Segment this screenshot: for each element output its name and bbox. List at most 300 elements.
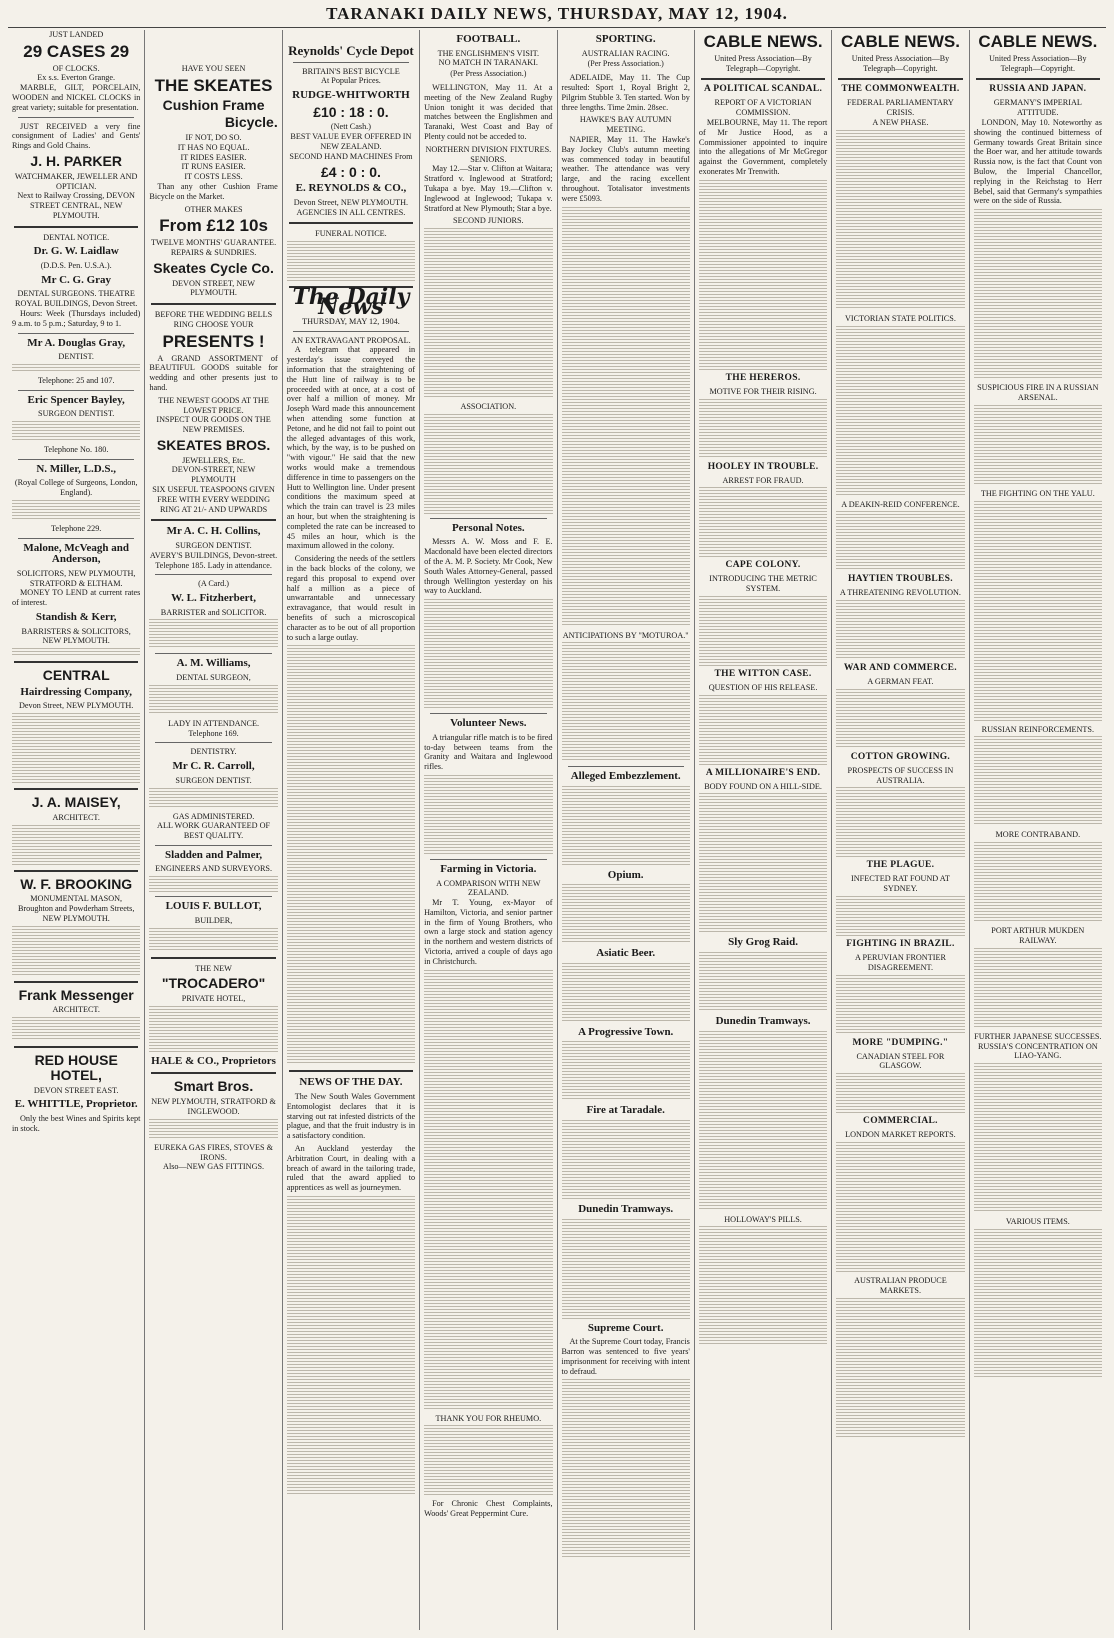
- text-lines: [424, 775, 552, 855]
- text-lines: [699, 487, 827, 557]
- popular-prices: At Popular Prices.: [321, 76, 381, 86]
- no-equal: IT HAS NO EQUAL.: [177, 142, 250, 152]
- all-work: ALL WORK GUARANTEED OF BEST QUALITY.: [157, 821, 271, 841]
- divider: [18, 459, 134, 460]
- hooley-subtitle: ARREST FOR FRAUD.: [722, 475, 804, 485]
- editorial-body-2: Considering the needs of the settlers in the back blocks of the colony, we regard this proposal to expend over half a million as a piece of unwarrantable and unnecessary extravagance, that would result in benefits of such a microscopical character as to be out of all proportion to such a large outlay.: [286, 554, 416, 642]
- dunedin-tramways: Dunedin Tramways.: [715, 1014, 811, 1027]
- text-lines: [974, 209, 1102, 379]
- embezzlement-title: Alleged Embezzlement.: [570, 770, 681, 783]
- from-price: From £12 10s: [159, 216, 268, 236]
- cable-subtitle: United Press Association—By Telegraph—Copyright.: [714, 53, 812, 73]
- central-address: Devon Street, NEW PLYMOUTH.: [19, 701, 134, 711]
- text-lines: [699, 695, 827, 765]
- cotton-title: COTTON GROWING.: [850, 751, 951, 762]
- divider: [151, 1072, 275, 1074]
- repairs: REPAIRS & SUNDRIES.: [170, 248, 257, 258]
- collins-address: AVERY'S BUILDINGS, Devon-street.: [149, 550, 278, 560]
- news-of-day: NEWS OF THE DAY.: [299, 1076, 403, 1089]
- divider: [14, 870, 138, 872]
- divider: [14, 226, 138, 228]
- hale-name: HALE & CO., Proprietors: [151, 1054, 276, 1067]
- football-title: FOOTBALL.: [456, 33, 521, 45]
- news-body-1: The New South Wales Government Entomologist declares that it is starving out rat infested districts of the plague, and that the fruit industry is in a satisfactory condition.: [286, 1091, 416, 1141]
- divider: [151, 519, 275, 521]
- divider: [14, 1046, 138, 1048]
- liao-yang: RUSSIA'S CONCENTRATION ON LIAO-YANG.: [977, 1041, 1098, 1061]
- douglas-telephone: Telephone: 25 and 107.: [37, 375, 115, 385]
- northern-fixtures: NORTHERN DIVISION FIXTURES.: [425, 144, 552, 154]
- received-text: JUST RECEIVED a very fine consignment of Ladies' and Gents' Rings and Gold Chains.: [12, 121, 141, 151]
- scandal-body: MELBOURNE, May 11. The report of Mr Justice Hood, as a Commissioner appointed to inquire into the allegations of Mr McGregor against the Government, completely exonerates Mr Trenwith.: [698, 118, 828, 176]
- text-lines: [562, 786, 690, 866]
- bicycle-title: Bicycle.: [224, 114, 278, 131]
- eureka: EUREKA GAS FIRES, STOVES & IRONS.: [154, 1142, 273, 1162]
- messenger-title: ARCHITECT.: [52, 1005, 100, 1015]
- divider: [701, 78, 825, 80]
- newest-goods: THE NEWEST GOODS AT THE LOWEST PRICE.: [158, 395, 269, 415]
- central-name: CENTRAL: [42, 667, 110, 684]
- war-subtitle: A GERMAN FEAT.: [867, 677, 934, 687]
- sporting-body-1: ADELAIDE, May 11. The Cup resulted: Sport 1, Royal Bright 2, Pilgrim Stubble 3. Ten started. Won by three lengths. Time 2min. 28sec.: [561, 73, 690, 112]
- divider: [976, 78, 1100, 80]
- column-8: [970, 30, 1106, 1630]
- column-1: [8, 30, 145, 1630]
- seniors-label: SENIORS.: [470, 154, 507, 164]
- gas-administered: GAS ADMINISTERED.: [172, 811, 255, 821]
- yalu-fighting: THE FIGHTING ON THE YALU.: [980, 488, 1095, 498]
- text-lines: [836, 511, 964, 571]
- more-contraband: MORE CONTRABAND.: [995, 830, 1081, 840]
- column-4: [420, 30, 557, 1630]
- cape-title: CAPE COLONY.: [725, 560, 801, 571]
- divider: [430, 713, 546, 714]
- bullot-name: LOUIS F. BULLOT,: [165, 900, 262, 913]
- costs-less: IT COSTS LESS.: [184, 172, 243, 182]
- sladden-name: Sladden and Palmer,: [165, 848, 263, 861]
- haytien-subtitle: A THREATENING REVOLUTION.: [839, 588, 961, 598]
- williams-name: A. M. Williams,: [176, 657, 251, 670]
- text-lines: [562, 1379, 690, 1559]
- dumping-title: MORE "DUMPING.": [852, 1037, 949, 1048]
- text-lines: [287, 241, 415, 281]
- second-hand: SECOND HAND MACHINES From: [289, 151, 413, 161]
- opium-title: Opium.: [607, 868, 644, 881]
- text-lines: [699, 180, 827, 370]
- scandal-subtitle: REPORT OF A VICTORIAN COMMISSION.: [714, 98, 812, 118]
- london-markets: LONDON MARKET REPORTS.: [845, 1130, 956, 1140]
- skeates-title: THE SKEATES: [154, 75, 273, 95]
- text-lines: [149, 619, 277, 649]
- divider: [293, 62, 409, 63]
- text-lines: [12, 500, 140, 520]
- dearer-text: Than any other Cushion Frame Bicycle on the Market.: [149, 182, 278, 201]
- text-lines: [12, 648, 140, 656]
- text-lines: [699, 952, 827, 1012]
- fitzherbert-title: BARRISTER and SOLICITOR.: [160, 607, 267, 617]
- standish-name: Standish & Kerr,: [35, 611, 117, 624]
- text-lines: [12, 364, 140, 372]
- chest-ad: For Chronic Chest Complaints, Woods' Great Peppermint Cure.: [424, 1499, 553, 1519]
- divider: [18, 117, 134, 118]
- divider: [568, 766, 684, 767]
- williams-title: DENTAL SURGEON,: [176, 673, 251, 683]
- lady-attendance: LADY IN ATTENDANCE.: [168, 718, 259, 728]
- press-association: (Per Press Association.): [450, 69, 527, 79]
- volunteer-body: A triangular rifle match is to be fired to-day between teams from the Granity and Waitara and Inglewood rifles.: [424, 732, 553, 772]
- malone-name: Malone, McVeagh and Anderson,: [23, 541, 129, 566]
- second-price: £4 : 0 : 0.: [320, 163, 381, 180]
- text-lines: [424, 1425, 552, 1495]
- text-lines: [424, 228, 552, 398]
- rudge-price: £10 : 18 : 0.: [313, 103, 389, 120]
- taradale-title: Fire at Taradale.: [586, 1104, 665, 1117]
- divider: [155, 574, 271, 575]
- press-association: (Per Press Association.): [587, 59, 664, 69]
- cape-subtitle: INTRODUCING THE METRIC SYSTEM.: [709, 574, 817, 594]
- fitzherbert-name: W. L. Fitzherbert,: [171, 592, 256, 605]
- new-phase: A NEW PHASE.: [872, 118, 929, 127]
- masthead-rule: [8, 27, 1106, 28]
- news-body-2: An Auckland yesterday the Arbitration Court, in dealing with a breach of award in the tailoring trade, ruled that the award applied to apprentices as well as journeymen.: [286, 1143, 416, 1193]
- whittle-name: E. WHITTLE, Proprietor.: [14, 1098, 138, 1111]
- lady-telephone: Telephone 169.: [188, 728, 239, 738]
- parker-address: Next to Railway Crossing, DEVON STREET CENTRAL, NEW PLYMOUTH.: [17, 191, 135, 220]
- sladden-title: ENGINEERS AND SURVEYORS.: [155, 864, 273, 874]
- daily-news-logo: The Daily News: [292, 284, 410, 321]
- carroll-title: SURGEON DENTIST.: [175, 775, 252, 785]
- text-lines: [149, 1006, 277, 1052]
- other-makes: OTHER MAKES: [184, 204, 243, 214]
- text-lines: [287, 1196, 415, 1496]
- brazil-subtitle: A PERUVIAN FRONTIER DISAGREEMENT.: [854, 953, 946, 972]
- agencies: AGENCIES IN ALL CENTRES.: [296, 207, 406, 217]
- holloway-pills: HOLLOWAY'S PILLS.: [724, 1214, 802, 1224]
- gray-name: Mr C. G. Gray: [41, 273, 112, 286]
- newspaper-masthead: TARANAKI DAILY NEWS, THURSDAY, MAY 12, 1904.: [326, 4, 788, 23]
- divider: [155, 653, 271, 654]
- messenger-name: Frank Messenger: [18, 986, 134, 1003]
- cable-news-title: CABLE NEWS.: [840, 32, 960, 51]
- text-lines: [974, 1063, 1102, 1213]
- text-lines: [12, 1017, 140, 1041]
- war-title: WAR AND COMMERCE.: [843, 663, 957, 674]
- teaspoons-offer: SIX USEFUL TEASPOONS GIVEN FREE WITH EVERY WEDDING RING AT 21/- AND UPWARDS: [152, 485, 275, 514]
- carroll-name: Mr C. R. Carroll,: [172, 760, 255, 773]
- wedding-bells: BEFORE THE WEDDING BELLS RING CHOOSE YOUR: [154, 310, 273, 329]
- nett-cash: (Nett Cash.): [330, 122, 371, 132]
- text-lines: [149, 788, 277, 808]
- supreme-court: Supreme Court.: [587, 1321, 664, 1334]
- text-lines: [699, 1226, 827, 1346]
- suspicious-fire: SUSPICIOUS FIRE IN A RUSSIAN ARSENAL.: [977, 383, 1099, 402]
- supreme-body: At the Supreme Court today, Francis Barron was sentenced to five years' imprisonment for receiving with intent to defraud.: [561, 1337, 690, 1376]
- anticipations: ANTICIPATIONS BY "MOTUROA.": [562, 630, 689, 640]
- text-lines: [12, 825, 140, 865]
- text-lines: [149, 1119, 277, 1139]
- bullot-title: BUILDER,: [194, 915, 233, 925]
- text-lines: [836, 975, 964, 1035]
- inspect-goods: INSPECT OUR GOODS ON THE NEW PREMISES.: [156, 415, 271, 435]
- cotton-subtitle: PROSPECTS OF SUCCESS IN AUSTRALIA.: [847, 765, 954, 785]
- divider: [430, 859, 546, 860]
- smart-address: NEW PLYMOUTH, STRATFORD & INGLEWOOD.: [151, 1097, 276, 1116]
- malone-lend: MONEY TO LEND at current rates of interest.: [12, 588, 141, 608]
- collins-telephone: Telephone 185. Lady in attendance.: [155, 560, 272, 570]
- text-lines: [836, 689, 964, 749]
- haytien-title: HAYTIEN TROUBLES.: [847, 574, 953, 585]
- farming-body: Mr T. Young, ex-Mayor of Hamilton, Victoria, and senior partner in the firm of Young Brothers, who own a large stock and station agency in the northern and western districts of Victoria, arrived a couple of days ago in Christchurch.: [424, 898, 553, 966]
- column-3: [283, 30, 420, 1630]
- laidlaw-degree: (D.D.S. Pen. U.S.A.).: [40, 261, 112, 271]
- bayley-title: SURGEON DENTIST.: [38, 409, 115, 419]
- divider: [289, 222, 413, 224]
- issue-date: THURSDAY, MAY 12, 1904.: [302, 316, 400, 326]
- runs-easier: IT RUNS EASIER.: [181, 162, 246, 172]
- brooking-name: W. F. BROOKING: [20, 875, 133, 892]
- victorian-politics: VICTORIAN STATE POLITICS.: [845, 313, 956, 323]
- text-lines: [836, 600, 964, 660]
- text-lines: [974, 1229, 1102, 1379]
- plague-subtitle: INFECTED RAT FOUND AT SYDNEY.: [851, 874, 950, 894]
- standish-title: BARRISTERS & SOLICITORS, NEW PLYMOUTH.: [21, 626, 131, 646]
- e-reynolds: E. REYNOLDS & CO.,: [295, 182, 407, 195]
- laidlaw-name: Dr. G. W. Laidlaw: [33, 245, 119, 258]
- maisey-name: J. A. MAISEY,: [31, 794, 121, 811]
- text-lines: [562, 1041, 690, 1101]
- commonwealth-title: THE COMMONWEALTH.: [841, 84, 960, 95]
- miller-telephone: Telephone 229.: [51, 523, 102, 533]
- witton-title: THE WITTON CASE.: [714, 668, 812, 679]
- maisey-title: ARCHITECT.: [52, 812, 100, 822]
- text-lines: [562, 884, 690, 944]
- parker-title: WATCHMAKER, JEWELLER AND OPTICIAN.: [14, 171, 138, 191]
- football-body-1: WELLINGTON, May 11. At a meeting of the New Zealand Rugby Union tonight it was decided that matches between the Englishmen and Taranaki, West Coast and Bay of Plenty could not be acceded to.: [424, 82, 553, 141]
- have-you-seen: HAVE YOU SEEN: [181, 64, 246, 73]
- dentistry-label: DENTISTRY.: [190, 747, 237, 757]
- hawkes-bay: HAWKE'S BAY AUTUMN MEETING.: [579, 115, 672, 135]
- brazil-title: FIGHTING IN BRAZIL.: [846, 939, 955, 950]
- text-lines: [974, 842, 1102, 922]
- text-lines: [699, 1031, 827, 1211]
- text-lines: [149, 685, 277, 715]
- germany-attitude: GERMANY'S IMPERIAL ATTITUDE.: [993, 98, 1082, 118]
- cable-subtitle: United Press Association—By Telegraph—Copyright.: [989, 53, 1087, 73]
- millionaire-title: A MILLIONAIRE'S END.: [705, 767, 821, 778]
- text-lines: [562, 1219, 690, 1319]
- presents-title: PRESENTS !: [162, 331, 265, 351]
- clocks-ship: Ex s.s. Everton Grange.: [37, 73, 116, 83]
- divider: [838, 78, 962, 80]
- newspaper-columns: [8, 30, 1106, 1630]
- text-lines: [974, 736, 1102, 826]
- text-lines: [974, 501, 1102, 721]
- juniors-label: SECOND JUNIORS.: [453, 216, 524, 226]
- volunteer-news: Volunteer News.: [450, 717, 527, 730]
- no-match: NO MATCH IN TARANAKI.: [438, 58, 538, 68]
- e-reynolds-address: Devon Street, NEW PLYMOUTH.: [293, 197, 409, 207]
- divider: [18, 333, 134, 334]
- association-label: ASSOCIATION.: [460, 402, 517, 412]
- douglas-title: DENTIST.: [58, 352, 94, 362]
- sporting-body-2: NAPIER, May 11. The Hawke's Bay Jockey Club's autumn meeting was commenced today in beautiful weather. The attendance was very large, and the racing excellent throughout. Totalisator investments were £5093.: [561, 134, 690, 203]
- rudge-title: RUDGE-WHITWORTH: [292, 89, 410, 102]
- central-name-2: Hairdressing Company,: [20, 685, 133, 698]
- collins-name: Mr A. C. H. Collins,: [166, 525, 261, 538]
- text-lines: [836, 896, 964, 936]
- divider: [14, 788, 138, 790]
- bros-title: SKEATES BROS.: [156, 436, 271, 453]
- douglas-name: Mr A. Douglas Gray,: [27, 336, 126, 349]
- bros-address: DEVON-STREET, NEW PLYMOUTH: [171, 465, 256, 485]
- clocks-count: 29 CASES 29: [23, 41, 130, 61]
- cushion-frame: Cushion Frame: [162, 96, 265, 113]
- divider: [151, 957, 275, 959]
- clocks-sub: OF CLOCKS.: [52, 63, 100, 73]
- divider: [293, 331, 409, 332]
- bayley-telephone: Telephone No. 180.: [43, 445, 109, 455]
- russian-reinforcements: RUSSIAN REINFORCEMENTS.: [981, 724, 1094, 734]
- editorial-body-1: A telegram that appeared in yesterday's issue conveyed the information that the straightening of the Hutt line of railway is to be proceeded with at once, at a cost of over half a million of money. Mr Joseph Ward made this announcement when attending some function at Petone, and he did not fail to point out the alleged advantages of this work, which, by the way, is to be pushed on "with vigour." He said that the new works would make a tremendous difference in time to passengers on the Hutt to Wellington line. Under present conditions the maximum speed at which the train can travel is 23 miles an hour, but when the straightening is completed the rate can be increased to 45 miles an hour, which is the maximum allowed in the colony.: [286, 345, 416, 551]
- divider: [155, 845, 271, 846]
- bayley-name: Eric Spencer Bayley,: [27, 393, 125, 406]
- trocadero-title: "TROCADERO": [161, 975, 266, 992]
- text-lines: [699, 596, 827, 666]
- dumping-subtitle: CANADIAN STEEL FOR GLASGOW.: [856, 1051, 945, 1071]
- rheumo-ad: THANK YOU FOR RHEUMO.: [435, 1413, 542, 1423]
- column-2: [145, 30, 282, 1630]
- plague-title: THE PLAGUE.: [866, 860, 935, 871]
- personal-notes: Personal Notes.: [451, 521, 525, 534]
- text-lines: [836, 1298, 964, 1438]
- racing-subtitle: AUSTRALIAN RACING.: [581, 48, 670, 58]
- witton-subtitle: QUESTION OF HIS RELEASE.: [708, 682, 818, 692]
- personal-body: Messrs A. W. Moss and F. E. Macdonald have been elected directors of the A. M. P. Society. Mr Cook, New South Wales Attorney-General, passed through Wellington yesterday on his way to Auckland.: [424, 537, 553, 596]
- parker-name: J. H. PARKER: [30, 153, 122, 170]
- progressive-title: A Progressive Town.: [578, 1025, 674, 1038]
- divider: [14, 981, 138, 983]
- trocadero-pre: THE NEW: [195, 963, 232, 973]
- asiatic-title: Asiatic Beer.: [596, 947, 656, 960]
- divider: [430, 518, 546, 519]
- funeral-notice: FUNERAL NOTICE.: [315, 229, 387, 239]
- divider: [289, 1070, 413, 1072]
- text-lines: [424, 599, 552, 709]
- divider: [14, 661, 138, 663]
- brooking-title: MONUMENTAL MASON, Broughton and Powderham Streets, NEW PLYMOUTH.: [17, 894, 135, 923]
- gray-address: DENTAL SURGEONS. THEATRE ROYAL BUILDINGS, Devon Street.: [15, 289, 138, 309]
- commonwealth-subtitle: FEDERAL PARLIAMENTARY CRISIS.: [847, 98, 954, 118]
- card-label: (A Card.): [198, 579, 230, 589]
- millionaire-subtitle: BODY FOUND ON A HILL-SIDE.: [704, 781, 822, 791]
- cable-news-title: CABLE NEWS.: [703, 32, 823, 51]
- text-lines: [836, 326, 964, 496]
- text-lines: [836, 1073, 964, 1113]
- text-lines: [562, 642, 690, 762]
- whittle-text: Only the best Wines and Spirits kept in stock.: [12, 1114, 141, 1133]
- further-successes: FURTHER JAPANESE SUCCESSES.: [974, 1031, 1102, 1041]
- russia-japan-title: RUSSIA AND JAPAN.: [989, 84, 1087, 95]
- scandal-title: A POLITICAL SCANDAL.: [703, 84, 823, 95]
- cable-news-title: CABLE NEWS.: [978, 32, 1098, 51]
- text-lines: [12, 421, 140, 441]
- if-not: IF NOT, DO SO.: [185, 133, 242, 143]
- grand-assortment: A GRAND ASSORTMENT of BEAUTIFUL GOODS suitable for wedding and other presents just to hand.: [149, 353, 278, 392]
- clocks-body: MARBLE, GILT, PORCELAIN, WOODEN and NICKEL CLOCKS in great variety; suitable for presentation.: [12, 83, 141, 112]
- guarantee: TWELVE MONTHS' GUARANTEE.: [151, 238, 277, 248]
- football-body-2: May 12.—Star v. Clifton at Waitara; Stratford v. Inglewood at Stratford; Tukapa a bye. May 19.—Clifton v. Inglewood at Inglewood; Tukapa v. Stratford at New Plymouth; Star a bye.: [424, 164, 553, 213]
- text-lines: [699, 793, 827, 933]
- cycle-co: Skeates Cycle Co.: [153, 259, 274, 276]
- australian-markets: AUSTRALIAN PRODUCE MARKETS.: [854, 1275, 947, 1295]
- englishmen-visit: THE ENGLISHMEN'S VISIT.: [437, 48, 540, 58]
- divider: [151, 303, 275, 305]
- farming-subtitle: A COMPARISON WITH NEW ZEALAND.: [436, 878, 541, 898]
- text-lines: [836, 130, 964, 310]
- sly-grog-title: Sly Grog Raid.: [728, 936, 798, 949]
- sporting-title: SPORTING.: [595, 33, 656, 45]
- text-lines: [424, 414, 552, 514]
- hereros-title: THE HEREROS.: [725, 372, 801, 383]
- column-7: [832, 30, 969, 1630]
- best-bicycle: BRITAIN'S BEST BICYCLE: [302, 66, 400, 76]
- deakin-conference: A DEAKIN-REID CONFERENCE.: [841, 499, 960, 509]
- commercial-title: COMMERCIAL.: [863, 1116, 938, 1127]
- text-lines: [562, 207, 690, 627]
- bros-subtitle: JEWELLERS, Etc.: [182, 455, 246, 465]
- column-5: [558, 30, 695, 1630]
- divider: [18, 390, 134, 391]
- hereros-subtitle: MOTIVE FOR THEIR RISING.: [709, 386, 817, 396]
- port-arthur: PORT ARTHUR MUKDEN RAILWAY.: [991, 926, 1085, 945]
- divider: [18, 538, 134, 539]
- malone-title: SOLICITORS, NEW PLYMOUTH, STRATFORD & ELTHAM.: [16, 568, 136, 588]
- eureka-2: Also—NEW GAS FITTINGS.: [163, 1162, 265, 1172]
- rides-easier: IT RIDES EASIER.: [180, 152, 247, 162]
- column-6: [695, 30, 832, 1630]
- editorial-title: AN EXTRAVAGANT PROPOSAL.: [291, 335, 411, 345]
- collins-title: SURGEON DENTIST.: [175, 540, 252, 550]
- text-lines: [12, 713, 140, 783]
- trocadero-subtitle: PRIVATE HOTEL,: [181, 994, 246, 1004]
- best-value: BEST VALUE EVER OFFERED IN NEW ZEALAND.: [290, 132, 412, 152]
- smart-name: Smart Bros.: [173, 1078, 254, 1095]
- text-lines: [836, 787, 964, 857]
- text-lines: [562, 1120, 690, 1200]
- text-lines: [974, 405, 1102, 485]
- redhouse-name: RED HOUSE HOTEL,: [34, 1052, 118, 1083]
- text-lines: [149, 876, 277, 892]
- hooley-title: HOOLEY IN TROUBLE.: [707, 461, 819, 472]
- text-lines: [12, 926, 140, 976]
- text-lines: [562, 963, 690, 1023]
- farming-title: Farming in Victoria.: [440, 862, 537, 875]
- clocks-head: JUST LANDED: [49, 30, 104, 39]
- redhouse-address: DEVON STREET EAST.: [33, 1085, 119, 1095]
- reynolds-title: Reynolds' Cycle Depot: [288, 43, 414, 58]
- dental-notice: DENTAL NOTICE.: [43, 232, 110, 242]
- cycle-address: DEVON STREET, NEW PLYMOUTH.: [172, 278, 255, 298]
- text-lines: [699, 399, 827, 459]
- russia-body: LONDON, May 10. Noteworthy as showing the continued bitterness of Germany towards Great Britain since the Boer war, and her attitude towards Russia now, is the fact that Count von Bulow, the Imperial Chancellor, replying in the Reichstag to Herr Bebel, said that Germany's sympathies were on the side of Russia.: [973, 118, 1102, 206]
- text-lines: [287, 645, 415, 1065]
- dental-hours: Hours: Week (Thursdays included) 9 a.m. to 5 p.m.; Saturday, 9 to 1.: [12, 308, 141, 328]
- cable-subtitle: United Press Association—By Telegraph—Copyright.: [851, 53, 950, 73]
- text-lines: [836, 1142, 964, 1272]
- miller-name: N. Miller, L.D.S.,: [36, 462, 117, 475]
- various-items: VARIOUS ITEMS.: [1005, 1217, 1070, 1227]
- dunedin-tramways: Dunedin Tramways.: [578, 1203, 674, 1216]
